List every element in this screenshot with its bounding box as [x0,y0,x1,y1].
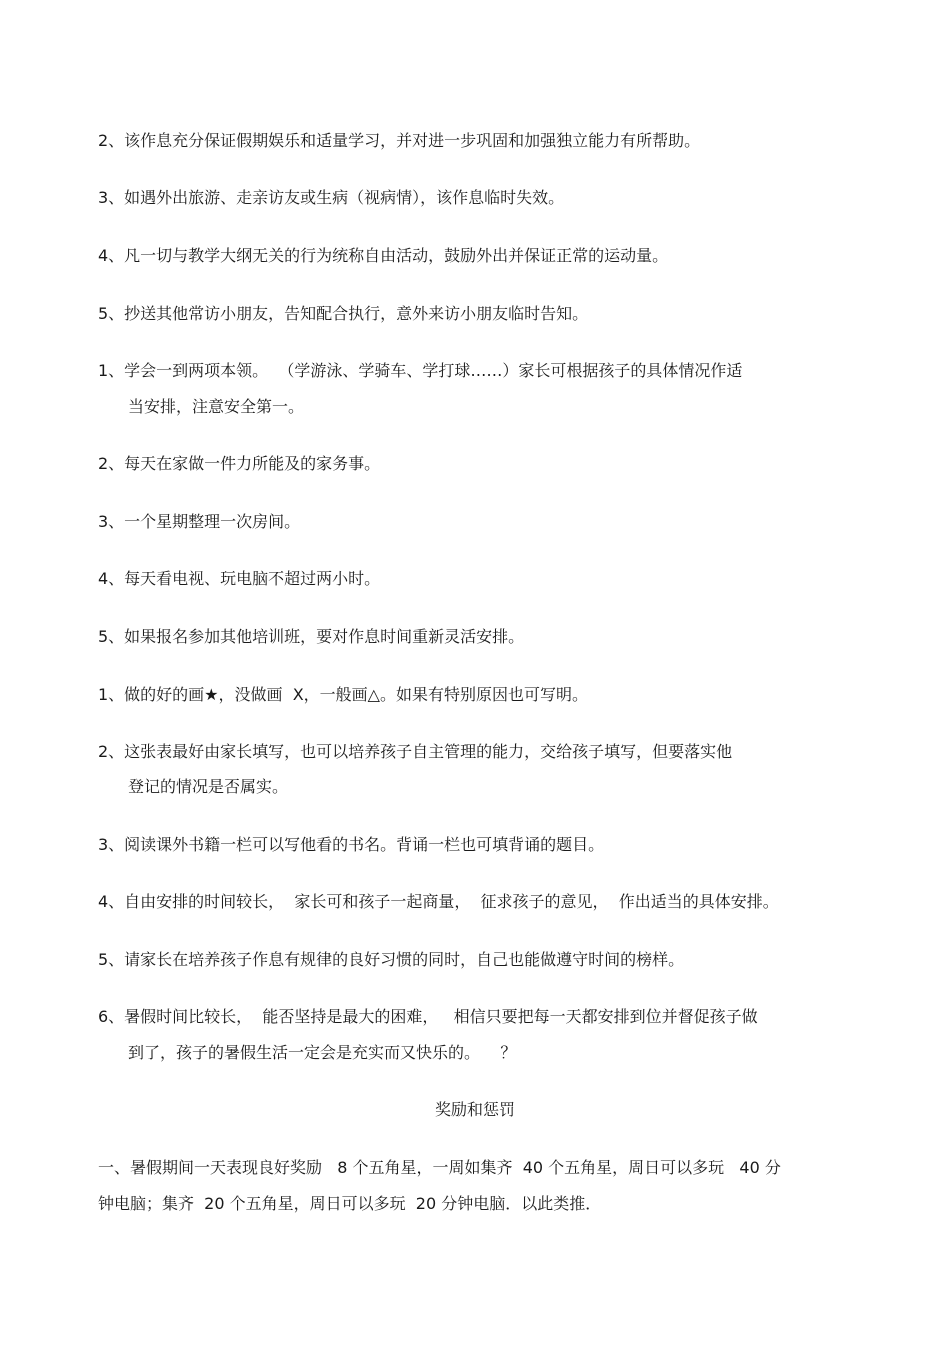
para-1-line-1: 2、该作息充分保证假期娱乐和适量学习，并对进一步巩固和加强独立能力有所帮助。 [98,131,701,150]
para-2-line-1: 3、如遇外出旅游、走亲访友或生病（视病情），该作息临时失效。 [98,188,565,207]
section-title: 奖励和惩罚 [434,1100,515,1119]
para-3-line-1: 4、凡一切与教学大纲无关的行为统称自由活动，鼓励外出并保证正常的运动量。 [98,246,669,265]
para-15-line-1: 6、暑假时间比较长， 能否坚持是最大的困难， 相信只要把每一天都安排到位并督促孩子做 [98,1007,758,1026]
para-11-line-2: 登记的情况是否属实。 [128,777,289,796]
reward-line-2: 钟电脑；集齐 20 个五角星，周日可以多玩 20 分钟电脑．以此类推． [98,1194,602,1213]
para-10-line-1: 1、做的好的画★，没做画 X，一般画△。如果有特别原因也可写明。 [98,685,588,704]
para-6-line-1: 2、每天在家做一件力所能及的家务事。 [98,454,381,473]
para-15-line-2: 到了，孩子的暑假生活一定会是充实而又快乐的。 ？ [128,1043,517,1062]
para-5-line-2: 当安排，注意安全第一。 [128,397,305,416]
para-5-line-1: 1、学会一到两项本领。 （学游泳、学骑车、学打球……）家长可根据孩子的具体情况作适 [98,361,743,380]
para-12-line-1: 3、阅读课外书籍一栏可以写他看的书名。背诵一栏也可填背诵的题目。 [98,835,605,854]
para-14-line-1: 5、请家长在培养孩子作息有规律的良好习惯的同时，自己也能做遵守时间的榜样。 [98,950,685,969]
para-7-line-1: 3、一个星期整理一次房间。 [98,512,301,531]
para-11-line-1: 2、这张表最好由家长填写，也可以培养孩子自主管理的能力，交给孩子填写，但要落实他 [98,742,733,761]
para-9-line-1: 5、如果报名参加其他培训班，要对作息时间重新灵活安排。 [98,627,525,646]
para-8-line-1: 4、每天看电视、玩电脑不超过两小时。 [98,569,381,588]
reward-line-1: 一、暑假期间一天表现良好奖励 8 个五角星，一周如集齐 40 个五角星，周日可以多玩 40 分 [98,1158,781,1177]
para-13-line-1: 4、自由安排的时间较长， 家长可和孩子一起商量， 征求孩子的意见， 作出适当的具体安排。 [98,892,779,911]
para-4-line-1: 5、抄送其他常访小朋友，告知配合执行，意外来访小朋友临时告知。 [98,304,589,323]
